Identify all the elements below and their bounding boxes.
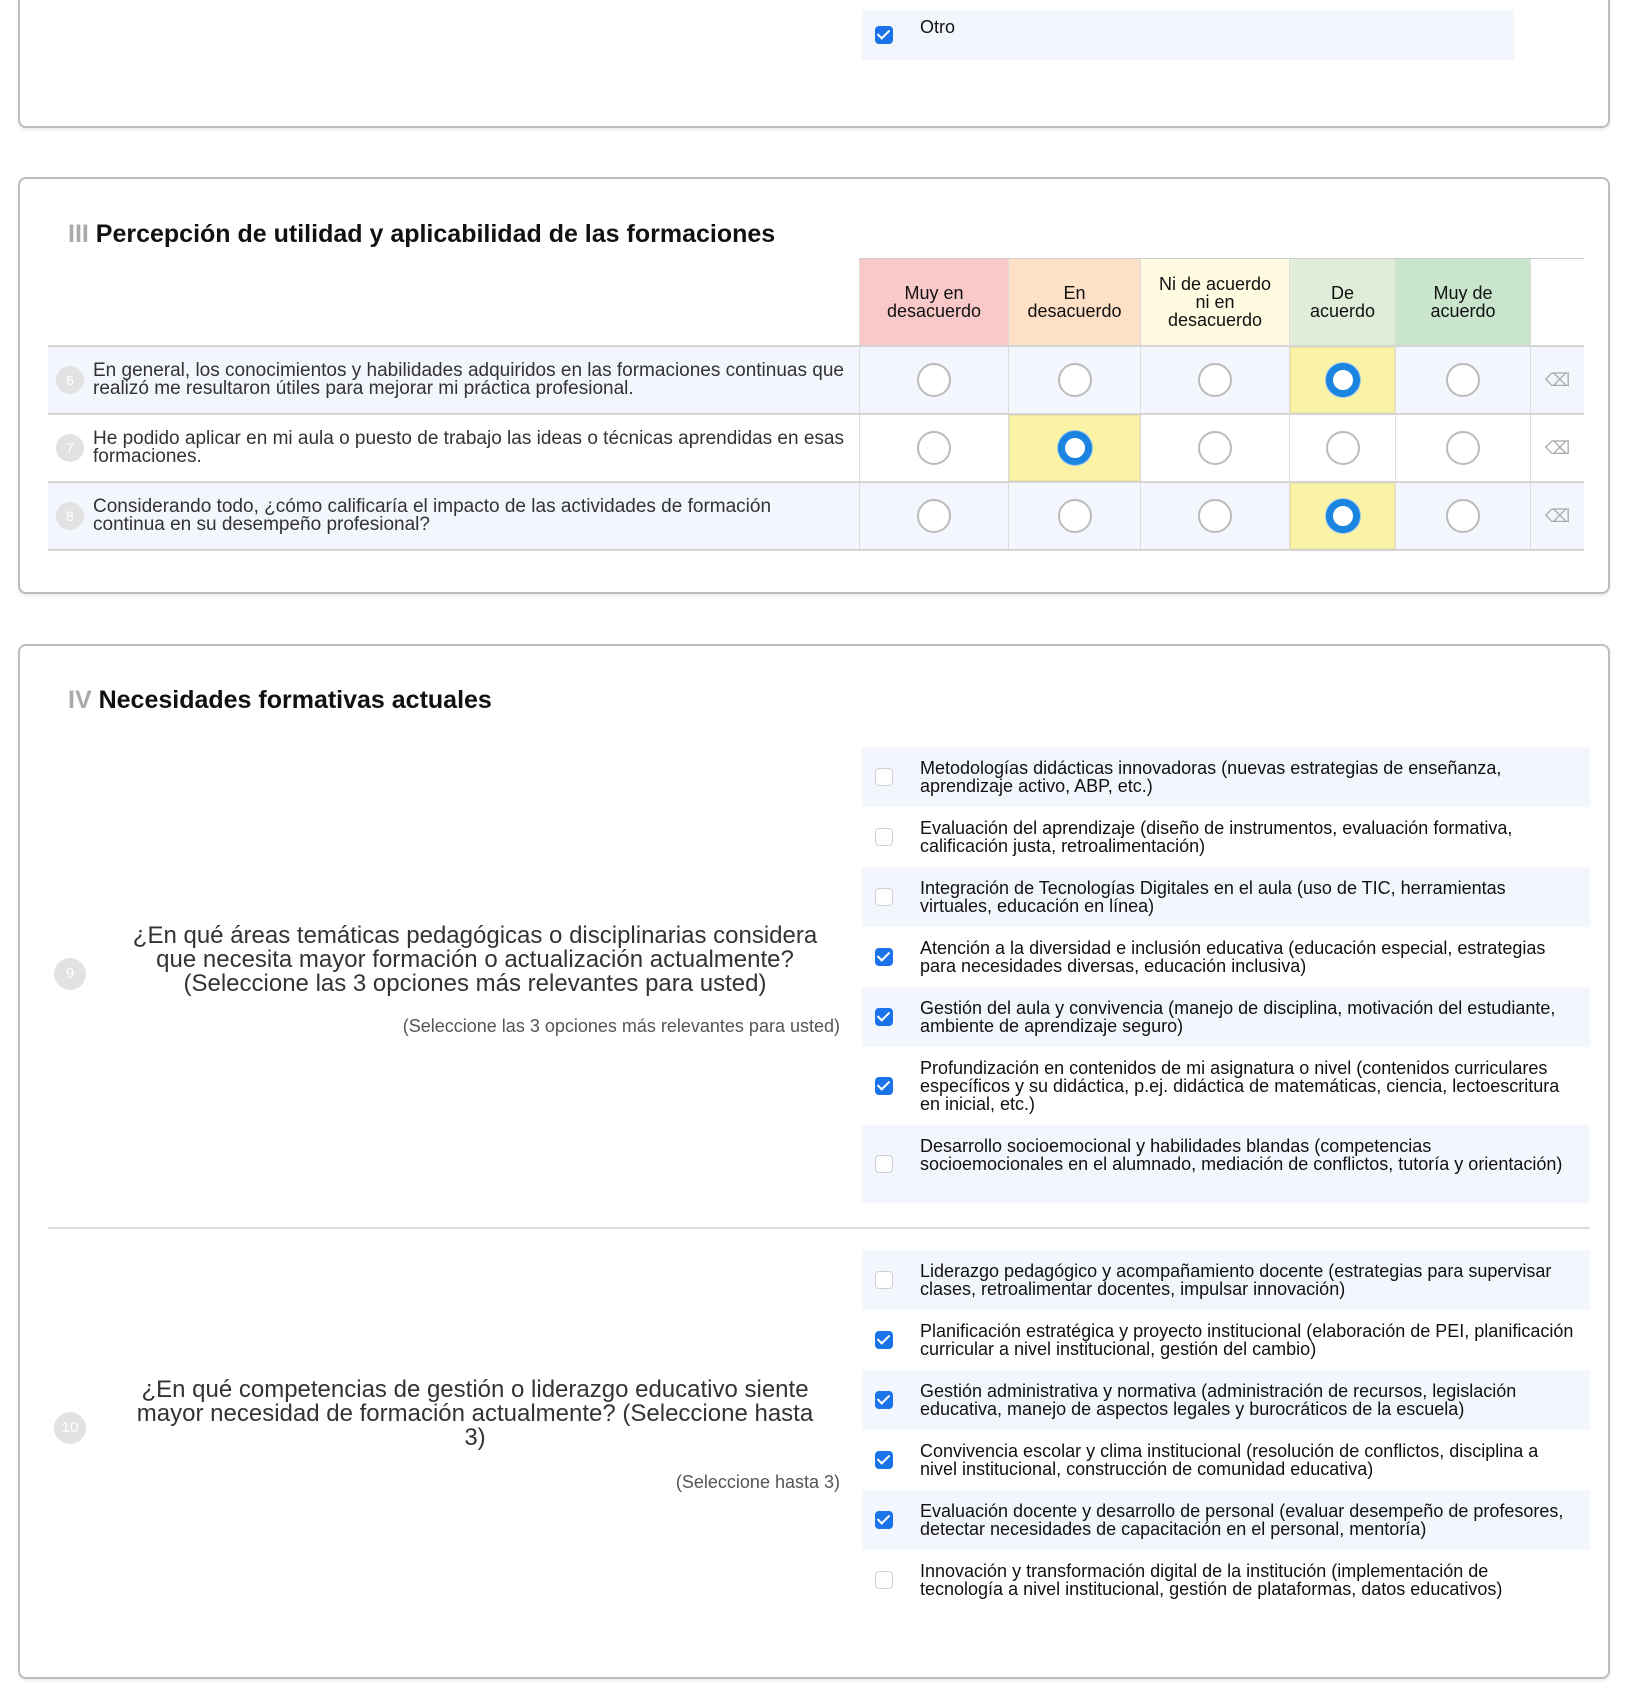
option-label: Atención a la diversidad e inclusión educativa (educación especial, estrategias para necesidades diversas, educación inclusiva) <box>920 938 1546 976</box>
column-header-de-acuerdo: De acuerdo <box>1290 259 1396 347</box>
question-text-6: En general, los conocimientos y habilidades adquiridos en las formaciones continuas que realizó me resultaron útiles para mejorar mi práctica profesional. <box>93 360 844 399</box>
column-header-muy-en-desacuerdo: Muy en desacuerdo <box>860 259 1009 347</box>
checkbox-q10-1[interactable] <box>875 1271 893 1289</box>
radio-q6-en-desacuerdo[interactable] <box>1058 363 1092 397</box>
question-number-9: 9 <box>54 958 86 990</box>
option-label: Desarrollo socioemocional y habilidades blandas (competencias socioemocionales en el alumnado, mediación de conflictos, tutoría y orientación) <box>920 1136 1563 1174</box>
checkbox-q9-2[interactable] <box>875 828 893 846</box>
column-header-muy-de-acuerdo: Muy de acuerdo <box>1396 259 1531 347</box>
radio-q7-neutral[interactable] <box>1198 431 1232 465</box>
option-label: Convivencia escolar y clima institucional (resolución de conflictos, disciplina a nivel institucional, construcción de comunidad educativa) <box>920 1441 1539 1479</box>
likert-matrix <box>48 258 1584 551</box>
radio-q7-muy-en-desacuerdo[interactable] <box>917 431 951 465</box>
question-hint-10: (Seleccione hasta 3) <box>675 1472 840 1492</box>
option-label: Integración de Tecnologías Digitales en el aula (uso de TIC, herramientas virtuales, educación en línea) <box>920 878 1506 916</box>
section-roman-4: IV <box>68 686 92 714</box>
radio-q8-muy-de-acuerdo[interactable] <box>1446 499 1480 533</box>
q9-option-7[interactable] <box>862 1125 1590 1203</box>
question-divider <box>48 1227 1590 1229</box>
checkbox-q9-3[interactable] <box>875 888 893 906</box>
radio-q8-en-desacuerdo[interactable] <box>1058 499 1092 533</box>
radio-q7-de-acuerdo[interactable] <box>1326 431 1360 465</box>
option-label: Gestión administrativa y normativa (administración de recursos, legislación educativa, manejo de aspectos legales y burocráticos de la escuela) <box>920 1381 1517 1419</box>
option-label: Profundización en contenidos de mi asignatura o nivel (contenidos curriculares específicos y su didáctica, p.ej. didáctica de matemáticas, ciencia, lectoescritura en inicial, etc.) <box>920 1058 1560 1114</box>
section-panel-top <box>18 0 1610 128</box>
question-text-7: He podido aplicar en mi aula o puesto de trabajo las ideas o técnicas aprendidas en esas formaciones. <box>93 428 844 467</box>
matrix-row-q6 <box>48 346 1584 414</box>
q10-option-2[interactable] <box>862 1310 1590 1370</box>
backspace-icon[interactable]: ⌫ <box>1544 369 1571 390</box>
option-label: Planificación estratégica y proyecto institucional (elaboración de PEI, planificación curricular a nivel institucional, gestión del cambio) <box>920 1321 1574 1359</box>
question-number-6: 6 <box>56 366 84 394</box>
radio-q8-neutral[interactable] <box>1198 499 1232 533</box>
question-number-10: 10 <box>54 1412 86 1444</box>
checkbox-q10-4[interactable] <box>875 1451 893 1469</box>
radio-q6-de-acuerdo[interactable] <box>1326 363 1360 397</box>
radio-q8-de-acuerdo[interactable] <box>1326 499 1360 533</box>
checkbox-q9-5[interactable] <box>875 1008 893 1026</box>
q9-option-5[interactable] <box>862 987 1590 1047</box>
option-label: Gestión del aula y convivencia (manejo de disciplina, motivación del estudiante, ambiente de aprendizaje seguro) <box>920 998 1556 1036</box>
section-title-3 <box>68 220 775 249</box>
checkbox-q9-1[interactable] <box>875 768 893 786</box>
radio-q6-muy-en-desacuerdo[interactable] <box>917 363 951 397</box>
radio-q6-neutral[interactable] <box>1198 363 1232 397</box>
radio-q7-en-desacuerdo[interactable] <box>1058 431 1092 465</box>
q9-option-6[interactable] <box>862 1047 1590 1125</box>
radio-q7-muy-de-acuerdo[interactable] <box>1446 431 1480 465</box>
q9-option-3[interactable] <box>862 867 1590 927</box>
question-hint-9: (Seleccione las 3 opciones más relevantes para usted) <box>402 1016 840 1036</box>
question-number-8: 8 <box>56 502 84 530</box>
option-label: Liderazgo pedagógico y acompañamiento docente (estrategias para supervisar clases, retroalimentar docentes, impulsar innovación) <box>920 1261 1552 1299</box>
radio-q6-muy-de-acuerdo[interactable] <box>1446 363 1480 397</box>
option-label: Innovación y transformación digital de la institución (implementación de tecnología a nivel institucional, gestión de plataformas, datos educativos) <box>920 1561 1503 1599</box>
q9-option-1[interactable] <box>862 747 1590 807</box>
matrix-row-q7 <box>48 414 1584 482</box>
section-title-text-4: Necesidades formativas actuales <box>98 686 492 714</box>
section-roman-3: III <box>68 220 89 248</box>
section-title-4 <box>68 686 492 715</box>
checkbox-q9-4[interactable] <box>875 948 893 966</box>
option-label-otro: Otro <box>920 17 956 37</box>
question-number-7: 7 <box>56 434 84 462</box>
q10-option-3[interactable] <box>862 1370 1590 1430</box>
backspace-icon[interactable]: ⌫ <box>1544 437 1571 458</box>
q9-option-2[interactable] <box>862 807 1590 867</box>
q10-option-1[interactable] <box>862 1250 1590 1310</box>
checkbox-otro[interactable] <box>875 26 893 44</box>
matrix-row-q8 <box>48 482 1584 550</box>
option-label: Evaluación del aprendizaje (diseño de instrumentos, evaluación formativa, calificación justa, retroalimentación) <box>920 818 1513 856</box>
checkbox-q9-6[interactable] <box>875 1077 893 1095</box>
option-row-otro[interactable] <box>862 10 1514 60</box>
backspace-icon[interactable]: ⌫ <box>1544 505 1571 526</box>
radio-q8-muy-en-desacuerdo[interactable] <box>917 499 951 533</box>
checkbox-q10-6[interactable] <box>875 1571 893 1589</box>
question-text-10: ¿En qué competencias de gestión o liderazgo educativo siente mayor necesidad de formación actualmente? (Seleccione hasta 3) <box>136 1376 814 1451</box>
column-header-neutral: Ni de acuerdo ni en desacuerdo <box>1141 259 1290 347</box>
checkbox-q10-5[interactable] <box>875 1511 893 1529</box>
column-header-en-desacuerdo: En desacuerdo <box>1009 259 1141 347</box>
checkbox-q10-2[interactable] <box>875 1331 893 1349</box>
question-text-9: ¿En qué áreas temáticas pedagógicas o disciplinarias considera que necesita mayor formación o actualización actualmente? (Seleccione las 3 opciones más relevantes para usted) <box>132 922 818 997</box>
option-label: Evaluación docente y desarrollo de personal (evaluar desempeño de profesores, detectar necesidades de capacitación en el personal, mentoría) <box>920 1501 1564 1539</box>
q10-option-4[interactable] <box>862 1430 1590 1490</box>
checkbox-q10-3[interactable] <box>875 1391 893 1409</box>
question-text-8: Considerando todo, ¿cómo calificaría el impacto de las actividades de formación continua en su desempeño profesional? <box>93 496 772 535</box>
option-label: Metodologías didácticas innovadoras (nuevas estrategias de enseñanza, aprendizaje activo, ABP, etc.) <box>920 758 1502 796</box>
q10-option-5[interactable] <box>862 1490 1590 1550</box>
q10-option-6[interactable] <box>862 1550 1590 1610</box>
q9-option-4[interactable] <box>862 927 1590 987</box>
section-title-text-3: Percepción de utilidad y aplicabilidad de las formaciones <box>95 220 776 248</box>
checkbox-q9-7[interactable] <box>875 1155 893 1173</box>
